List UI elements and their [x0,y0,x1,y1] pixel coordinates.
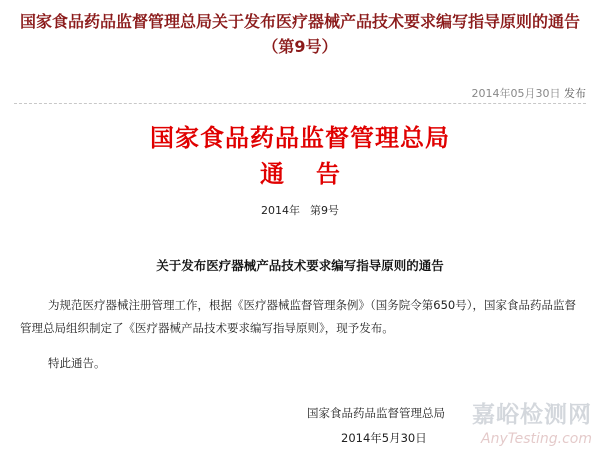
body-paragraph: 为规范医疗器械注册管理工作，根据《医疗器械监督管理条例》（国务院令第650号），国家食品药品监督管理总局组织制定了《医疗器械产品技术要求编写指导原则》，现予发布。 [20,298,576,335]
closing-line: 特此通告。 [48,356,106,370]
page-title: 国家食品药品监督管理总局关于发布医疗器械产品技术要求编写指导原则的通告（第9号） [19,12,580,56]
document-serial: 第9号 [310,204,339,217]
divider [14,103,586,104]
agency-heading: 国家食品药品监督管理总局 [150,123,450,152]
watermark-en: AnyTesting.com [481,431,592,447]
signature-agency: 国家食品药品监督管理总局 [307,406,445,420]
document-year: 2014年 [261,204,300,217]
document-number [0,202,600,218]
watermark-cn: 嘉峪检测网 [472,402,592,428]
notice-heading: 通告 [260,159,372,188]
publish-label: 发布 [564,87,586,100]
watermark [472,396,592,447]
publish-date: 2014年05月30日 [471,87,561,100]
publish-info [472,85,587,101]
document-subject: 关于发布医疗器械产品技术要求编写指导原则的通告 [156,258,444,273]
signature-date: 2014年5月30日 [341,431,427,445]
